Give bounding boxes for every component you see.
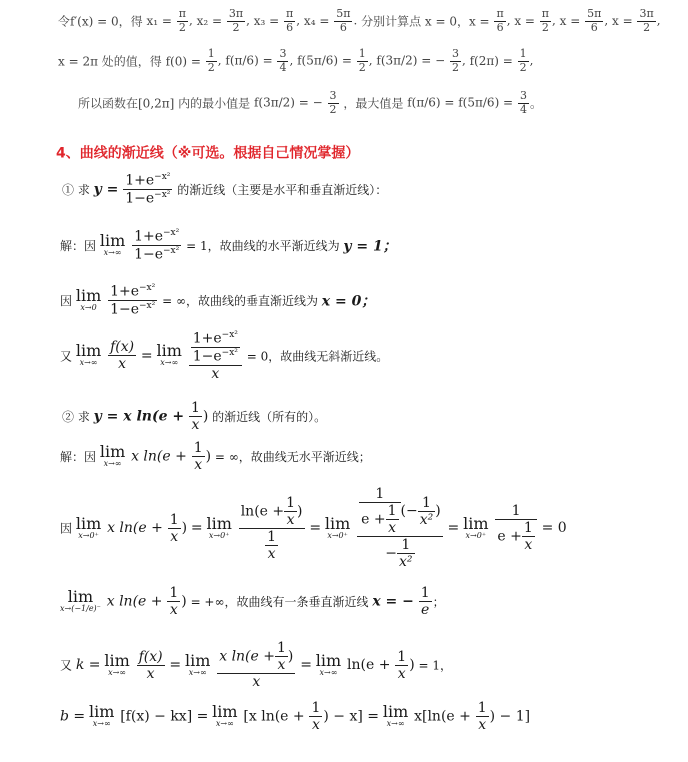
fraction-5pi-6: $\frac{5\pi}{6}$ [336, 7, 351, 34]
x-eq-3: x = [612, 14, 633, 29]
s1-fraction: $\frac{1+e^{-x^2}}{1-e^{-x^2}}$ [134, 228, 180, 263]
frac-half-3: $\frac{1}{2}$ [519, 47, 527, 74]
step-4: 解：因 lim x→∞ x ln(e + $\frac{1}{x}$ ) = ∞，故曲线无水平渐近线； [60, 440, 371, 474]
line3-end: 。 [529, 96, 542, 111]
limit-x-inf: lim x→∞ [99, 230, 126, 257]
f2pi-label: f(2π) = [469, 54, 513, 69]
x3-label: x₃ = [253, 14, 280, 29]
frac-3-2-min: $\frac{3}{2}$ [329, 89, 337, 116]
step-2 [60, 283, 670, 318]
s7-fx-over-x: $\frac{f(x)}{x}$ [138, 648, 163, 682]
q1-y: y = [93, 181, 119, 198]
s6-tail: = +∞，故曲线有一条垂直渐近线 [190, 595, 369, 610]
step-8: b = lim x→∞ [f(x) − kx] = lim x→∞ [x ln(e + $\frac{1}{x}$ ) − x] = lim x→∞ x[ln(e + $\frac{1}{x}$ ) − 1] [60, 700, 531, 734]
step-7: 又 k = lim x→∞ $\frac{f(x)}{x}$ = lim x→∞ x ln(e + $\frac{1}{x}$ ) x = lim x→∞ ln(e + $\frac{1}{x}$ ) = 1， [60, 640, 452, 691]
s2-x0: x = 0； [321, 293, 376, 310]
s8-b-eq: b = [60, 708, 86, 725]
x1-label: x₁ = [146, 14, 172, 29]
solution-line-1: 令f′(x) = 0，得 x₁ = $\frac{\pi}{2}$ , x₂ = $\frac{3\pi}{2}$ , x₃ = $\frac{\pi}{6}$ , x₄ = $\frac{5\pi}{6}$ . 分别计算点 x = 0，x = $\frac{\pi}{6}$ , x = $\frac{\pi}{2}$ , x = $\frac{5\pi}{6}$ , x = $\frac{3\pi}{2}$ , [58, 7, 661, 34]
s2-fraction: $\frac{1+e^{-x^2}}{1-e^{-x^2}}$ [110, 283, 156, 318]
s5-derivative-ratio: 1 e + $\frac{1}{x}$ (− $\frac{1}{\text{x²}}$ ) − $\frac{1}{\text{x²}}$ [357, 486, 443, 570]
x4-label: x₄ = [303, 14, 330, 29]
s4-expr: x ln(e + [131, 448, 187, 465]
frac-3-2: $\frac{3}{2}$ [451, 47, 459, 74]
limit-x-inf-4: lim x→∞ [99, 442, 126, 469]
question-1 [62, 172, 672, 207]
question-2: ② 求 y = x ln(e + $\frac{1}{x}$ ) 的渐近线（所有的）。 [62, 400, 327, 434]
q2-expr: y = x ln(e + [93, 408, 185, 425]
s6-x-eq: x = − [372, 593, 414, 610]
s1-y1: y = 1； [343, 238, 397, 255]
limit-x-0: lim x→0 [75, 285, 102, 312]
step-1 [60, 228, 670, 263]
frac-3-4-max: $\frac{3}{4}$ [519, 89, 527, 116]
s8-1x-b: $\frac{1}{x}$ [477, 700, 487, 734]
q2-marker: ② 求 [62, 410, 90, 425]
s2-prefix: 因 [60, 293, 73, 308]
s1-prefix: 解：因 [60, 238, 97, 253]
line2-prefix: x = 2π 处的值，得 f(0) = [58, 54, 201, 69]
s6-1x: $\frac{1}{x}$ [169, 585, 179, 619]
limit-x-inf-9: lim x→∞ [212, 702, 238, 729]
fraction-pi-2: $\frac{\pi}{2}$ [178, 7, 186, 34]
s8-p2: [x ln(e + [243, 708, 305, 725]
s5-ln-over-1x: ln(e + $\frac{1}{x}$ ) $\frac{1}{x}$ [240, 494, 303, 562]
q1-fraction: $\frac{1+e^{-x^2}}{1-e^{-x^2}}$ [125, 172, 171, 207]
frac-3-4: $\frac{3}{4}$ [279, 47, 287, 74]
frac-half-2: $\frac{1}{2}$ [358, 47, 366, 74]
step-5: 因 lim x→0⁺ x ln(e + $\frac{1}{x}$ ) = lim x→0⁺ ln(e + $\frac{1}{x}$ ) $\frac{1}{x}$ = lim x→0⁺ 1 e + $\frac{1}{x}$ (− $\frac{1}{\text{x²}}$ ) − $\frac{1}{\text{x²}}$ = lim x→0⁺ 1 e + $\frac{1}{x}$ = 0 [60, 486, 567, 571]
line3-mid: ，最大值是 [343, 96, 404, 111]
limit-x-inf-6: lim x→∞ [184, 650, 211, 677]
fraction-5pi-6b: $\frac{5\pi}{6}$ [587, 7, 602, 34]
section-heading [56, 142, 666, 163]
limit-x-inf-10: lim x→∞ [382, 702, 409, 729]
q2-tail: 的渐近线（所有的）。 [212, 410, 327, 425]
s8-p3: x[ln(e + [414, 708, 471, 725]
limit-x-0plus-2: lim x→0⁺ [206, 513, 232, 540]
s7-xln-over-x: x ln(e + $\frac{1}{x}$ ) x [219, 640, 294, 691]
s4-prefix: 解：因 [60, 450, 97, 465]
s6-semi: ； [432, 595, 445, 610]
s7-prefix: 又 [60, 658, 73, 673]
s8-p1: [f(x) − kx] = [120, 708, 209, 725]
fraction-3pi-2: $\frac{3\pi}{2}$ [228, 7, 244, 34]
s5-zero: = 0 [541, 520, 567, 537]
fraction-pi-6: $\frac{\pi}{6}$ [286, 7, 294, 34]
q1-tail: 的渐近线（主要是水平和垂直渐近线）： [177, 182, 388, 197]
s4-tail: = ∞，故曲线无水平渐近线； [214, 450, 371, 465]
limit-x-inf-3: lim x→∞ [156, 341, 182, 368]
s5-1x-a: $\frac{1}{x}$ [169, 511, 179, 545]
x2-label: x₂ = [196, 14, 223, 29]
s3-eq0: = 0，故曲线无斜渐近线。 [246, 349, 389, 364]
s6-1-over-e: $\frac{1}{e}$ [420, 585, 430, 619]
frac-half: $\frac{1}{2}$ [207, 47, 215, 74]
line1-prefix: 令f′(x) = 0，得 [58, 14, 143, 29]
step-6: lim x→(−1/e)⁻ x ln(e + $\frac{1}{x}$ ) = +∞，故曲线有一条垂直渐近线 x = − $\frac{1}{e}$ ； [60, 585, 445, 619]
s4-one-over-x: $\frac{1}{x}$ [193, 440, 203, 474]
s7-k-eq: k = [75, 657, 101, 674]
limit-x-neg-1-over-e: lim x→(−1/e)⁻ [60, 587, 101, 614]
s1-eq: = 1，故曲线的水平渐近线为 [186, 238, 340, 253]
fraction-pi-6b: $\frac{\pi}{6}$ [496, 7, 504, 34]
s7-ln: ln(e + [347, 657, 391, 674]
limit-x-inf-8: lim x→∞ [88, 702, 115, 729]
section-title: 4、曲线的渐近线（※可选。根据自己情况掌握） [56, 145, 360, 162]
fraction-pi-2b: $\frac{\pi}{2}$ [541, 7, 550, 34]
limit-x-inf-5: lim x→∞ [104, 650, 130, 677]
q2-one-over-x: $\frac{1}{x}$ [190, 400, 200, 434]
line1-mid: 分别计算点 x = 0，x = [361, 14, 490, 29]
line3-prefix: 所以函数在[0,2π] 内的最小值是 [78, 96, 251, 111]
limit-x-0plus-4: lim x→0⁺ [463, 513, 489, 540]
limit-x-inf-7: lim x→∞ [315, 650, 342, 677]
q1-marker: ① 求 [62, 182, 90, 197]
fraction-3pi-2b: $\frac{3\pi}{2}$ [639, 7, 654, 34]
s3-nested-fraction: $\frac{\frac{1+e^{-x^2}}{1-e^{-x^2}}}{x}$ [189, 330, 242, 382]
solution-line-2: x = 2π 处的值，得 f(0) = $\frac{1}{2}$ , f(π/6) = $\frac{3}{4}$ , f(5π/6) = $\frac{1}{2}$ , f(3π/2) = − $\frac{3}{2}$ , f(2π) = $\frac{1}{2}$ , [58, 47, 534, 74]
s3-prefix: 又 [60, 349, 73, 364]
solution-line-3: 所以函数在[0,2π] 内的最小值是 f(3π/2) = − $\frac{3}{2}$ ，最大值是 f(π/6) = f(5π/6) = $\frac{3}{4}$ 。 [78, 89, 542, 116]
s3-fx-over-x: $\frac{f(x)}{x}$ [110, 339, 135, 373]
s7-1x: $\frac{1}{x}$ [397, 648, 407, 682]
s5-prefix: 因 [60, 521, 73, 536]
x-eq-2: x = [559, 14, 581, 29]
limit-x-inf-2: lim x→∞ [75, 341, 102, 368]
step-3: 又 lim x→∞ $\frac{f(x)}{x}$ = lim x→∞ $\frac{\frac{1+e^{-x^2}}{1-e^{-x^2}}}{x}$ = 0，故曲线无斜渐近线。 [60, 330, 389, 382]
limit-x-0plus-3: lim x→0⁺ [324, 513, 351, 540]
s7-result: = 1， [418, 658, 452, 673]
s5-final-fraction: 1 e + $\frac{1}{x}$ [495, 503, 536, 553]
s8-1x-a: $\frac{1}{x}$ [311, 700, 321, 734]
s6-expr: x ln(e + [106, 593, 163, 610]
s2-eq: = ∞，故曲线的垂直渐近线为 [162, 293, 318, 308]
x-eq: x = [514, 14, 535, 29]
s5-expr: x ln(e + [107, 520, 163, 537]
limit-x-0plus: lim x→0⁺ [75, 513, 102, 540]
